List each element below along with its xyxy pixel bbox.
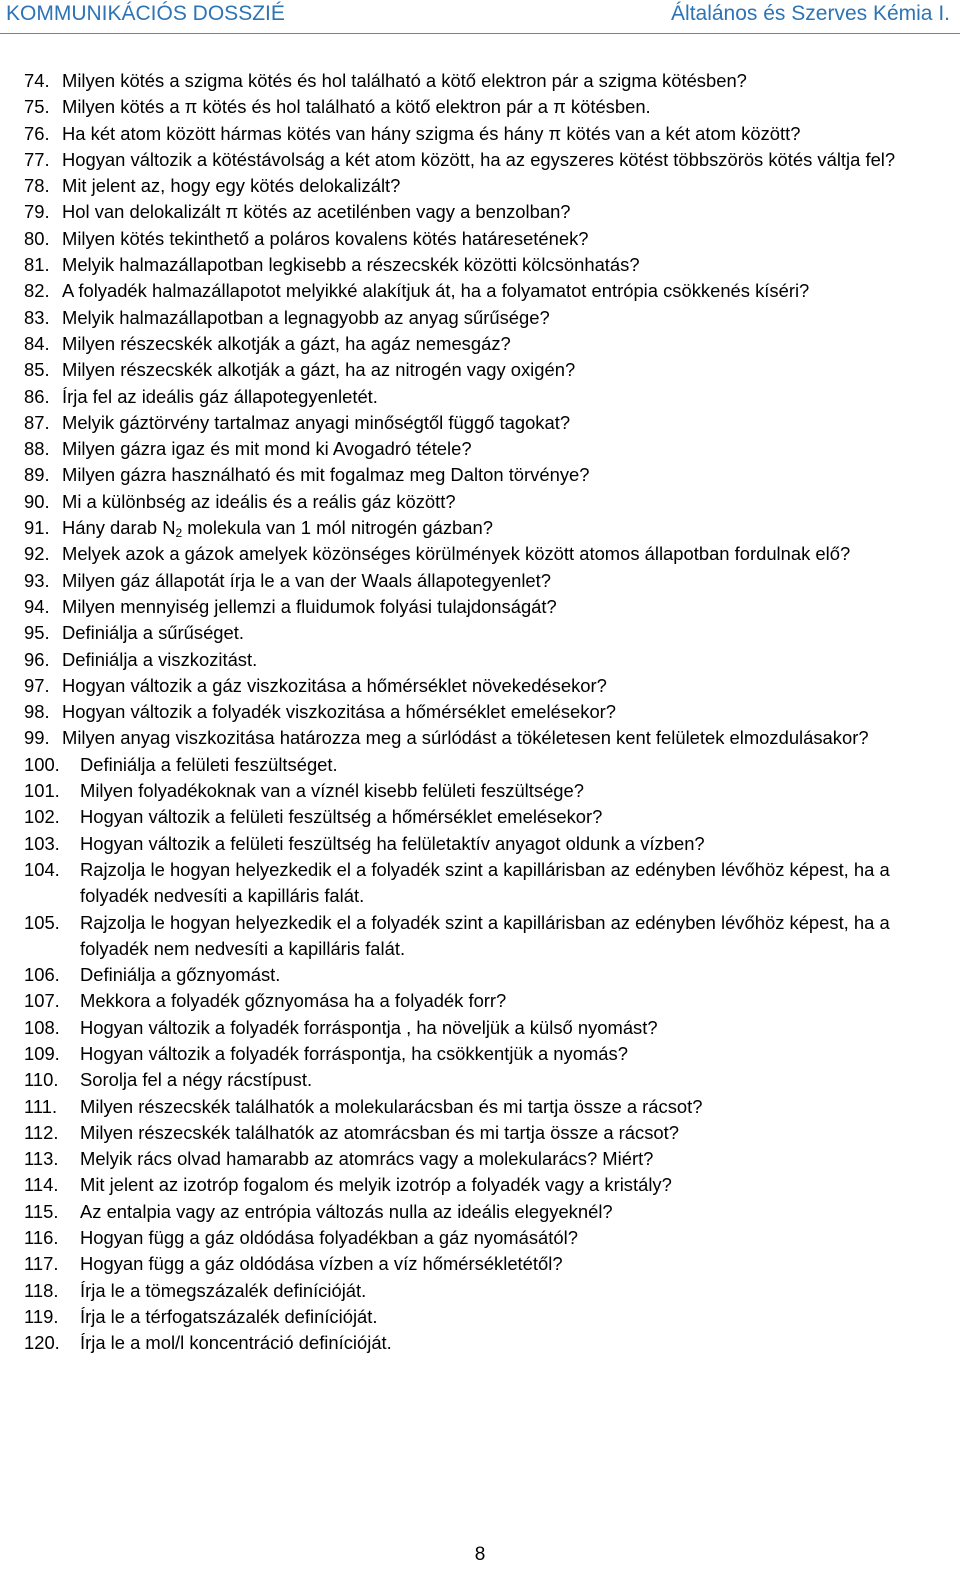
question-item [0, 594, 960, 620]
question-number: 78. [24, 175, 50, 197]
question-item [0, 699, 960, 725]
question-item [0, 1251, 960, 1277]
question-item [0, 1304, 960, 1330]
question-text: Hogyan változik a folyadék viszkozitása a hőmérséklet emelésekor? [62, 701, 617, 723]
question-text-part: molekula van 1 mól nitrogén gázban? [182, 517, 493, 539]
question-number: 112. [24, 1121, 59, 1143]
question-number: 118. [24, 1279, 59, 1301]
question-text: Milyen gázra igaz és mit mond ki Avogadró tétele? [62, 438, 472, 460]
question-number: 82. [24, 280, 50, 302]
subscript: 2 [175, 526, 183, 541]
question-number: 85. [24, 359, 50, 381]
question-text: Milyen részecskék találhatók a molekularácsban és mi tartja össze a rácsot? [80, 1095, 703, 1117]
question-text: Melyik gáztörvény tartalmaz anyagi minőségtől függő tagokat? [62, 411, 571, 433]
question-text: Milyen kötés tekinthető a poláros kovalens kötés határesetének? [62, 227, 589, 249]
question-item [0, 1094, 960, 1120]
question-item [0, 357, 960, 383]
question-item [0, 226, 960, 252]
question-text: Rajzolja le hogyan helyezkedik el a folyadék szint a kapillárisban az edényben lévőhöz képest, ha a folyadék nedvesíti a kapilláris falát. [80, 858, 890, 907]
question-text: Melyik halmazállapotban legkisebb a részecskék közötti kölcsönhatás? [62, 254, 640, 276]
question-item [0, 305, 960, 331]
question-number: 81. [24, 254, 50, 276]
question-number: 109. [24, 1042, 60, 1064]
question-number: 90. [24, 490, 50, 512]
question-number: 96. [24, 648, 50, 670]
question-item [0, 121, 960, 147]
question-text: Melyik halmazállapotban a legnagyobb az anyag sűrűsége? [62, 306, 550, 328]
question-text: Milyen kötés a π kötés és hol található a kötő elektron pár a π kötésben. [62, 96, 651, 118]
question-text: Milyen gáz állapotát írja le a van der Waals állapotegyenlet? [62, 569, 551, 591]
question-text: Definiálja a sűrűséget. [62, 622, 244, 644]
question-number: 102. [24, 806, 60, 828]
question-text: Definiálja a gőznyomást. [80, 964, 281, 986]
question-item [0, 1015, 960, 1041]
question-number: 107. [24, 990, 60, 1012]
question-text: Ha két atom között hármas kötés van hány szigma és hány π kötés van a két atom között? [62, 122, 801, 144]
question-text: Mit jelent az, hogy egy kötés delokalizált? [62, 175, 401, 197]
question-item [0, 910, 960, 963]
question-number: 92. [24, 543, 50, 565]
question-text: Melyik rács olvad hamarabb az atomrács vagy a molekularács? Miért? [80, 1148, 654, 1170]
question-number: 106. [24, 964, 60, 986]
question-text: Definiálja a felületi feszültséget. [80, 753, 338, 775]
question-text: Hol van delokalizált π kötés az acetilénben vagy a benzolban? [62, 201, 571, 223]
question-number: 114. [24, 1174, 59, 1196]
question-text: Milyen részecskék alkotják a gázt, ha agáz nemesgáz? [62, 332, 511, 354]
question-number: 89. [24, 464, 50, 486]
question-item [0, 1172, 960, 1198]
question-item [0, 752, 960, 778]
question-list [0, 68, 960, 1357]
question-text: Hogyan változik a gáz viszkozitása a hőmérséklet növekedésekor? [62, 674, 607, 696]
question-item [0, 725, 960, 751]
question-number: 119. [24, 1305, 59, 1327]
question-number: 117. [24, 1253, 59, 1275]
page-header [0, 0, 960, 34]
question-item [0, 831, 960, 857]
question-item [0, 778, 960, 804]
page-number: 8 [474, 1544, 486, 1565]
question-number: 104. [24, 858, 60, 880]
question-item [0, 1120, 960, 1146]
question-item [0, 1278, 960, 1304]
question-text: Milyen részecskék alkotják a gázt, ha az nitrogén vagy oxigén? [62, 359, 576, 381]
question-text: Milyen gázra használható és mit fogalmaz meg Dalton törvénye? [62, 464, 590, 486]
question-number: 103. [24, 832, 60, 854]
question-text: Hogyan változik a folyadék forráspontja, ha csökkentjük a nyomás? [80, 1042, 628, 1064]
question-item [0, 1041, 960, 1067]
question-item [0, 410, 960, 436]
question-number: 95. [24, 622, 50, 644]
question-number: 100. [24, 753, 60, 775]
question-number: 91. [24, 517, 50, 539]
question-item [0, 1146, 960, 1172]
question-item [0, 1225, 960, 1251]
question-number: 116. [24, 1227, 59, 1249]
question-item [0, 515, 960, 541]
question-text: Mi a különbség az ideális és a reális gáz között? [62, 490, 456, 512]
question-number: 74. [24, 70, 50, 91]
question-number: 93. [24, 569, 50, 591]
question-item [0, 278, 960, 304]
header-right-title: Általános és Szerves Kémia I. [671, 2, 950, 25]
question-item [0, 568, 960, 594]
question-number: 76. [24, 122, 50, 144]
question-text: Milyen folyadékoknak van a víznél kisebb felületi feszültsége? [80, 780, 584, 802]
question-text: Hogyan változik a felületi feszültség a hőmérséklet emelésekor? [80, 806, 603, 828]
question-text: Hogyan változik a felületi feszültség ha felületaktív anyagot oldunk a vízben? [80, 832, 705, 854]
question-number: 88. [24, 438, 50, 460]
question-item [0, 673, 960, 699]
question-item [0, 1330, 960, 1356]
question-text: Milyen mennyiség jellemzi a fluidumok folyási tulajdonságát? [62, 595, 557, 617]
question-number: 110. [24, 1069, 59, 1091]
question-text: Hogyan változik a folyadék forráspontja , ha növeljük a külső nyomást? [80, 1016, 658, 1038]
question-number: 115. [24, 1200, 59, 1222]
question-number: 83. [24, 306, 50, 328]
question-text: Hogyan változik a kötéstávolság a két atom között, ha az egyszeres kötést többszörös kötés váltja fel? [62, 148, 896, 170]
question-text: Rajzolja le hogyan helyezkedik el a folyadék szint a kapillárisban az edényben lévőhöz képest, ha a folyadék nem nedvesíti a kapilláris falát. [80, 911, 890, 959]
question-item [0, 199, 960, 225]
question-item [0, 647, 960, 673]
question-number: 84. [24, 332, 50, 354]
question-text [62, 515, 960, 541]
question-number: 80. [24, 227, 50, 249]
question-number: 77. [24, 148, 50, 170]
question-item [0, 1199, 960, 1225]
question-text: Mekkora a folyadék gőznyomása ha a folyadék forr? [80, 990, 507, 1012]
question-item [0, 252, 960, 278]
question-text-part: Hány darab N [62, 517, 176, 539]
question-text: A folyadék halmazállapotot melyikké alakítjuk át, ha a folyamatot entrópia csökkenés kíséri? [62, 280, 810, 302]
question-item [0, 804, 960, 830]
header-left-title: KOMMUNIKÁCIÓS DOSSZIÉ [6, 2, 285, 25]
question-item [0, 147, 960, 173]
question-item [0, 1067, 960, 1093]
question-text: Írja le a tömegszázalék definícióját. [80, 1279, 367, 1301]
question-number: 111. [24, 1095, 58, 1117]
question-number: 101. [24, 780, 60, 802]
question-text: Milyen részecskék találhatók az atomrácsban és mi tartja össze a rácsot? [80, 1121, 679, 1143]
question-number: 75. [24, 96, 50, 118]
question-number: 79. [24, 201, 50, 223]
question-item [0, 489, 960, 515]
question-number: 86. [24, 385, 50, 407]
question-text: Az entalpia vagy az entrópia változás nulla az ideális elegyeknél? [80, 1200, 613, 1222]
question-item [0, 384, 960, 410]
question-text: Hogyan függ a gáz oldódása folyadékban a gáz nyomásától? [80, 1227, 578, 1249]
question-number: 108. [24, 1016, 60, 1038]
header-divider [0, 33, 960, 34]
question-number: 99. [24, 727, 50, 749]
question-item [0, 436, 960, 462]
question-item [0, 462, 960, 488]
question-text: Milyen anyag viszkozitása határozza meg a súrlódást a tökéletesen kent felületek elmozdulásakor? [62, 727, 869, 749]
question-item [0, 68, 960, 94]
question-item [0, 331, 960, 357]
question-number: 113. [24, 1148, 59, 1170]
question-number: 105. [24, 911, 60, 933]
question-number: 94. [24, 595, 50, 617]
question-text: Sorolja fel a négy rácstípust. [80, 1069, 313, 1091]
question-number: 98. [24, 701, 50, 723]
question-item [0, 962, 960, 988]
question-text: Mit jelent az izotróp fogalom és melyik izotróp a folyadék vagy a kristály? [80, 1174, 672, 1196]
question-item [0, 173, 960, 199]
question-item [0, 857, 960, 910]
question-number: 120. [24, 1332, 60, 1354]
question-text: Milyen kötés a szigma kötés és hol található a kötő elektron pár a szigma kötésben? [62, 70, 747, 91]
question-item [0, 620, 960, 646]
question-text: Definiálja a viszkozitást. [62, 648, 258, 670]
question-text: Írja le a térfogatszázalék definícióját. [80, 1305, 378, 1327]
question-text: Írja le a mol/l koncentráció definícióját. [80, 1332, 392, 1354]
question-text: Írja fel az ideális gáz állapotegyenletét. [62, 385, 378, 407]
question-item [0, 94, 960, 120]
question-text: Melyek azok a gázok amelyek közönséges körülmények között atomos állapotban fordulnak elő? [62, 543, 851, 565]
question-item [0, 988, 960, 1014]
question-number: 97. [24, 674, 50, 696]
question-item [0, 541, 960, 567]
question-number: 87. [24, 411, 50, 433]
question-text: Hogyan függ a gáz oldódása vízben a víz hőmérsékletétől? [80, 1253, 563, 1275]
